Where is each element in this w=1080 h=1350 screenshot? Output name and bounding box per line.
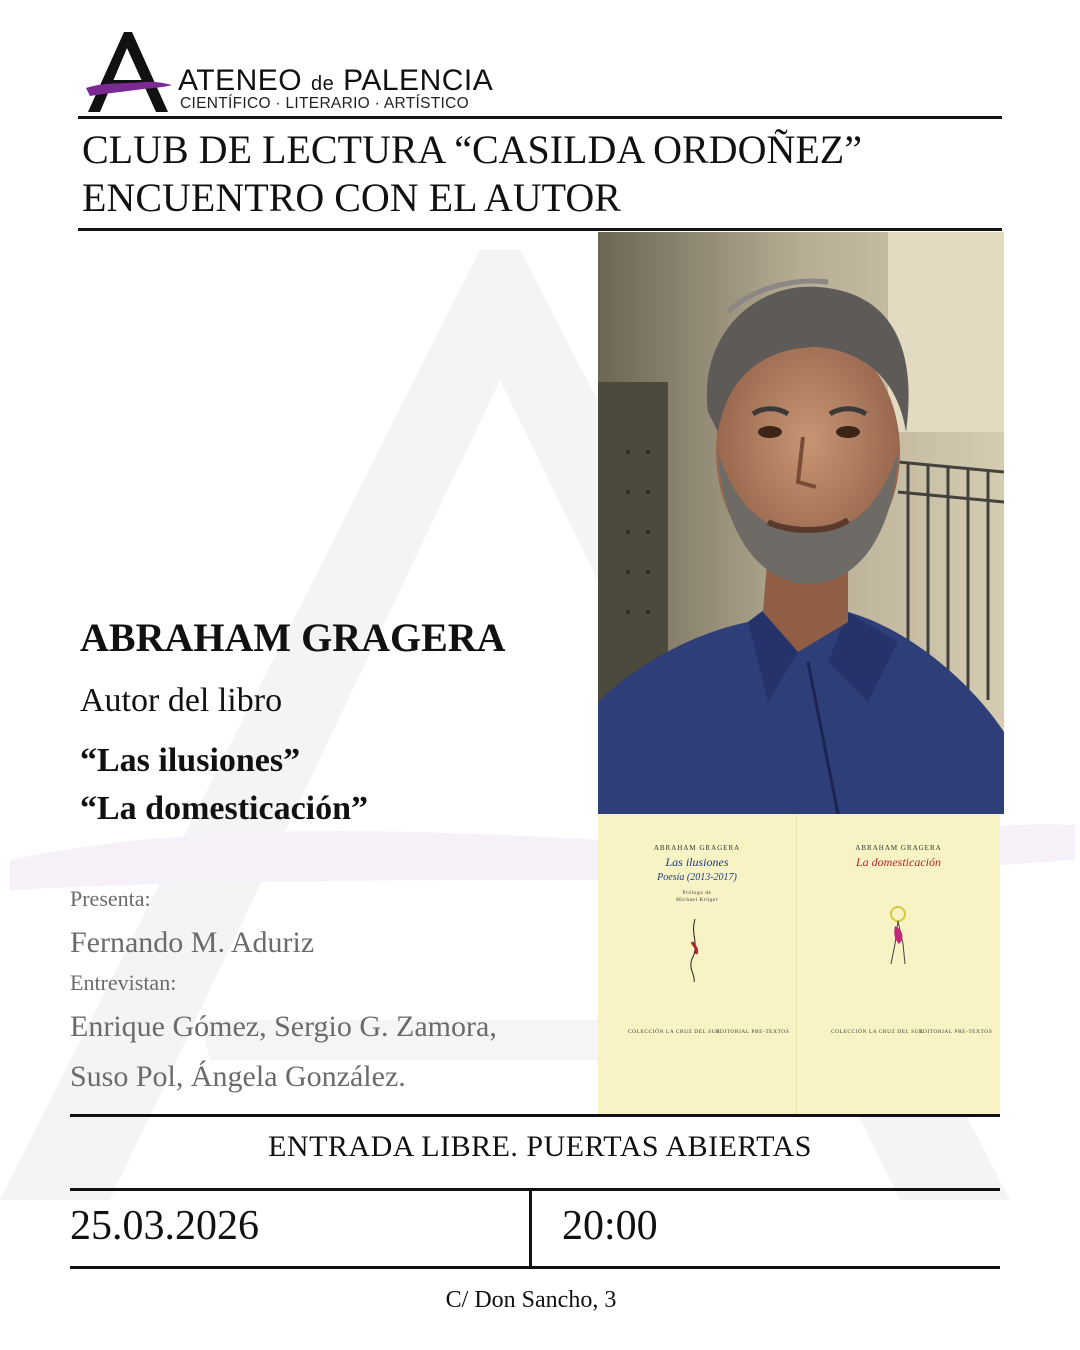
interviewers-line: Enrique Gómez, Sergio G. Zamora, [70,1010,497,1043]
author-name: ABRAHAM GRAGERA [80,615,506,660]
interviewers-line: Suso Pol, Ángela González. [70,1060,406,1093]
cover-title: La domesticación [856,855,941,869]
cover-las-ilusiones [598,814,797,1114]
book-title: “Las ilusiones” [80,742,301,779]
cover-prologue-label: Prólogo de [682,890,712,896]
cover-title: Las ilusiones [665,855,729,869]
presenter-name: Fernando M. Aduriz [70,926,315,959]
event-date: 25.03.2026 [70,1203,259,1249]
entry-top-rule [70,1114,1000,1117]
book-title: “La domesticación” [80,790,369,827]
cover-footer-left: COLECCIÓN LA CRUZ DEL SUR [628,1029,721,1035]
club-title: CLUB DE LECTURA “CASILDA ORDOÑEZ” [82,127,862,172]
datetime-divider [529,1188,532,1268]
author-photo [598,232,1004,814]
cover-subtitle: Poesía (2013-2017) [657,872,737,883]
event-time: 20:00 [562,1203,658,1249]
event-type-title: ENCUENTRO CON EL AUTOR [82,175,621,220]
header-bottom-rule [78,228,1002,231]
logo-name: ATENEO de PALENCIA [178,64,494,97]
logo-subtitle: CIENTÍFICO · LITERARIO · ARTÍSTICO [180,95,469,112]
presenta-label: Presenta: [70,886,151,911]
book-covers [598,814,1000,1114]
header-top-rule [78,116,1002,119]
cover-prologue-name: Michael Krüger [676,897,718,903]
cover-author: ABRAHAM GRAGERA [653,844,741,852]
author-role: Autor del libro [80,682,283,719]
cover-la-domesticacion [797,814,1000,1114]
cover-footer-right: EDITORIAL PRE-TEXTOS [919,1029,993,1035]
entry-notice: ENTRADA LIBRE. PUERTAS ABIERTAS [268,1130,812,1163]
entrevistan-label: Entrevistan: [70,970,177,995]
cover-illustration-icon [881,904,915,968]
datetime-bottom-rule [70,1266,1000,1269]
ateneo-logo-icon [84,30,174,116]
cover-footer-left: COLECCIÓN LA CRUZ DEL SUR [831,1029,924,1035]
cover-author: ABRAHAM GRAGERA [855,844,942,852]
cover-illustration-icon [680,914,710,984]
datetime-top-rule [70,1188,1000,1191]
cover-footer-right: EDITORIAL PRE-TEXTOS [716,1029,790,1035]
event-address: C/ Don Sancho, 3 [445,1287,617,1313]
